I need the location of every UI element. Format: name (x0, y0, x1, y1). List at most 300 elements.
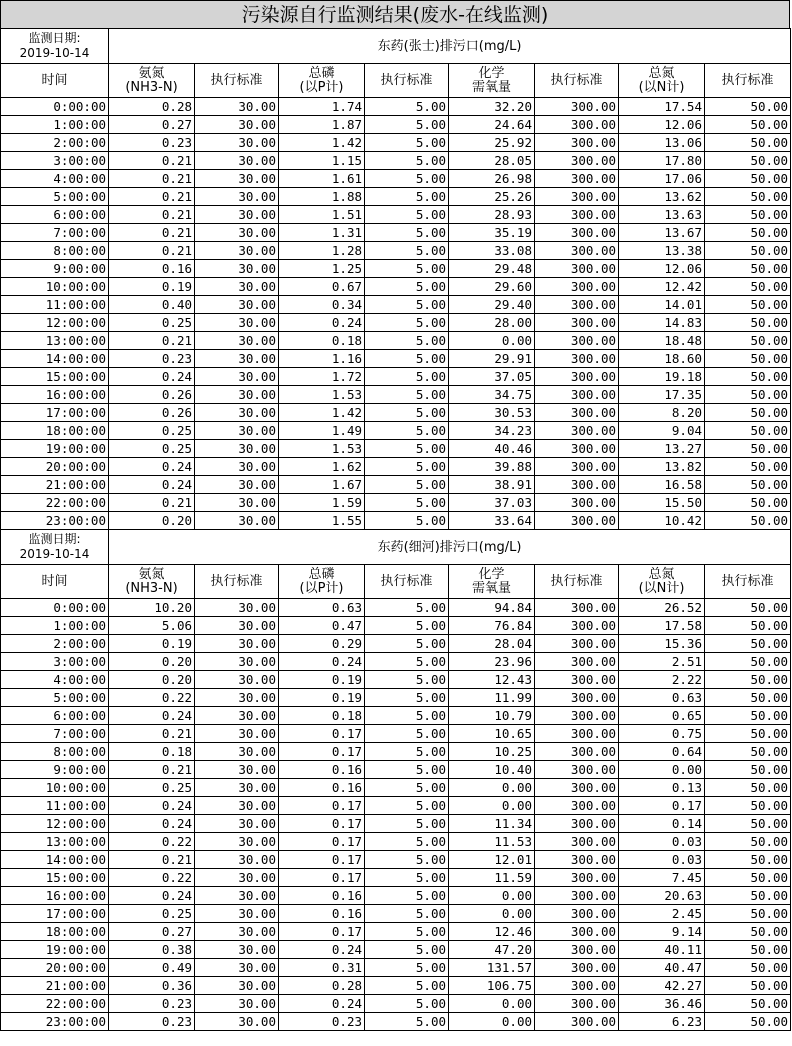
value-cell: 0.17 (619, 797, 705, 815)
table-row (1, 959, 791, 977)
value-cell: 0.17 (279, 815, 365, 833)
value-cell: 29.91 (449, 350, 535, 368)
time-cell: 21:00:00 (1, 977, 109, 995)
value-cell: 37.05 (449, 368, 535, 386)
value-cell: 300.00 (535, 170, 619, 188)
table-row (1, 725, 791, 743)
value-cell: 28.00 (449, 314, 535, 332)
col-std-header (365, 64, 449, 98)
time-cell: 1:00:00 (1, 617, 109, 635)
value-cell: 0.03 (619, 851, 705, 869)
value-cell: 0.21 (109, 761, 195, 779)
table-row (1, 905, 791, 923)
table-row (1, 440, 791, 458)
value-cell: 30.00 (195, 368, 279, 386)
value-cell: 5.00 (365, 653, 449, 671)
value-cell: 5.00 (365, 314, 449, 332)
value-cell: 18.48 (619, 332, 705, 350)
value-cell: 1.42 (279, 404, 365, 422)
value-cell: 300.00 (535, 671, 619, 689)
value-cell: 0.28 (109, 98, 195, 116)
value-cell: 5.00 (365, 797, 449, 815)
value-cell: 1.28 (279, 242, 365, 260)
value-cell: 30.00 (195, 761, 279, 779)
value-cell: 19.18 (619, 368, 705, 386)
col-std-header (705, 64, 791, 98)
value-cell: 30.00 (195, 404, 279, 422)
value-cell: 5.00 (365, 995, 449, 1013)
value-cell: 28.04 (449, 635, 535, 653)
col-tn-header (619, 565, 705, 599)
value-cell: 0.17 (279, 923, 365, 941)
value-cell: 50.00 (705, 743, 791, 761)
value-cell: 300.00 (535, 761, 619, 779)
value-cell: 5.00 (365, 761, 449, 779)
value-cell: 0.22 (109, 869, 195, 887)
time-cell: 19:00:00 (1, 440, 109, 458)
value-cell: 0.17 (279, 725, 365, 743)
time-cell: 13:00:00 (1, 332, 109, 350)
value-cell: 0.00 (449, 332, 535, 350)
value-cell: 50.00 (705, 260, 791, 278)
value-cell: 0.24 (109, 458, 195, 476)
value-cell: 1.59 (279, 494, 365, 512)
col-std-header-text: 执行标准 (550, 573, 603, 589)
value-cell: 0.00 (619, 761, 705, 779)
value-cell: 5.00 (365, 851, 449, 869)
value-cell: 36.46 (619, 995, 705, 1013)
value-cell: 30.00 (195, 170, 279, 188)
value-cell: 0.21 (109, 332, 195, 350)
value-cell: 13.38 (619, 242, 705, 260)
value-cell: 300.00 (535, 296, 619, 314)
value-cell: 1.67 (279, 476, 365, 494)
value-cell: 39.88 (449, 458, 535, 476)
value-cell: 50.00 (705, 923, 791, 941)
table-row (1, 815, 791, 833)
value-cell: 30.00 (195, 296, 279, 314)
value-cell: 106.75 (449, 977, 535, 995)
value-cell: 1.74 (279, 98, 365, 116)
value-cell: 5.00 (365, 152, 449, 170)
value-cell: 0.17 (279, 797, 365, 815)
value-cell: 42.27 (619, 977, 705, 995)
value-cell: 50.00 (705, 224, 791, 242)
value-cell: 10.65 (449, 725, 535, 743)
value-cell: 0.00 (449, 887, 535, 905)
table-row (1, 743, 791, 761)
value-cell: 300.00 (535, 833, 619, 851)
value-cell: 50.00 (705, 98, 791, 116)
table-row (1, 923, 791, 941)
section-header-row (1, 530, 791, 565)
table-row (1, 707, 791, 725)
time-cell: 10:00:00 (1, 278, 109, 296)
value-cell: 1.61 (279, 170, 365, 188)
value-cell: 16.58 (619, 476, 705, 494)
table-row (1, 458, 791, 476)
value-cell: 0.24 (109, 797, 195, 815)
value-cell: 5.00 (365, 134, 449, 152)
value-cell: 50.00 (705, 332, 791, 350)
value-cell: 1.88 (279, 188, 365, 206)
value-cell: 50.00 (705, 512, 791, 530)
value-cell: 50.00 (705, 797, 791, 815)
value-cell: 5.00 (365, 98, 449, 116)
value-cell: 0.36 (109, 977, 195, 995)
table-row (1, 242, 791, 260)
value-cell: 0.19 (109, 635, 195, 653)
value-cell: 5.00 (365, 869, 449, 887)
table-row (1, 995, 791, 1013)
value-cell: 2.51 (619, 653, 705, 671)
col-std-header-text: 执行标准 (721, 72, 774, 88)
table-row (1, 851, 791, 869)
value-cell: 30.00 (195, 905, 279, 923)
value-cell: 8.20 (619, 404, 705, 422)
col-cod-header-text: 需氧量 (471, 79, 511, 95)
value-cell: 13.82 (619, 458, 705, 476)
value-cell: 50.00 (705, 296, 791, 314)
value-cell: 30.00 (195, 887, 279, 905)
time-cell: 22:00:00 (1, 494, 109, 512)
col-std-header-text: 执行标准 (210, 72, 263, 88)
value-cell: 300.00 (535, 386, 619, 404)
section-header-row (1, 29, 791, 64)
value-cell: 11.59 (449, 869, 535, 887)
value-cell: 0.13 (619, 779, 705, 797)
value-cell: 300.00 (535, 368, 619, 386)
time-cell: 6:00:00 (1, 206, 109, 224)
table-row (1, 134, 791, 152)
table-row (1, 977, 791, 995)
col-tp-header (279, 565, 365, 599)
value-cell: 50.00 (705, 851, 791, 869)
value-cell: 0.38 (109, 941, 195, 959)
value-cell: 0.00 (449, 797, 535, 815)
value-cell: 30.00 (195, 206, 279, 224)
column-header-row (1, 64, 791, 98)
table-row (1, 368, 791, 386)
value-cell: 30.00 (195, 278, 279, 296)
value-cell: 10.42 (619, 512, 705, 530)
value-cell: 0.16 (279, 887, 365, 905)
value-cell: 300.00 (535, 653, 619, 671)
time-cell: 17:00:00 (1, 905, 109, 923)
value-cell: 13.67 (619, 224, 705, 242)
value-cell: 5.00 (365, 260, 449, 278)
value-cell: 0.20 (109, 653, 195, 671)
table-row (1, 887, 791, 905)
report-title: 污染源自行监测结果(废水-在线监测) (0, 0, 790, 28)
value-cell: 1.53 (279, 440, 365, 458)
value-cell: 0.25 (109, 905, 195, 923)
col-tp-header (279, 64, 365, 98)
value-cell: 0.22 (109, 833, 195, 851)
value-cell: 10.40 (449, 761, 535, 779)
value-cell: 30.00 (195, 188, 279, 206)
value-cell: 5.00 (365, 476, 449, 494)
value-cell: 0.25 (109, 440, 195, 458)
value-cell: 33.64 (449, 512, 535, 530)
value-cell: 30.00 (195, 725, 279, 743)
col-tn-header-text: (以N计) (638, 580, 685, 596)
value-cell: 15.50 (619, 494, 705, 512)
value-cell: 0.40 (109, 296, 195, 314)
value-cell: 30.00 (195, 152, 279, 170)
report-table-body (1, 29, 791, 1031)
value-cell: 0.26 (109, 386, 195, 404)
value-cell: 5.00 (365, 494, 449, 512)
value-cell: 50.00 (705, 779, 791, 797)
value-cell: 40.47 (619, 959, 705, 977)
value-cell: 5.00 (365, 1013, 449, 1031)
value-cell: 0.18 (279, 707, 365, 725)
table-row (1, 476, 791, 494)
value-cell: 50.00 (705, 494, 791, 512)
value-cell: 1.31 (279, 224, 365, 242)
value-cell: 50.00 (705, 869, 791, 887)
value-cell: 12.06 (619, 260, 705, 278)
value-cell: 0.24 (109, 368, 195, 386)
col-time-header-text: 时间 (41, 573, 68, 589)
time-cell: 16:00:00 (1, 887, 109, 905)
value-cell: 300.00 (535, 98, 619, 116)
report-table (0, 28, 791, 1031)
value-cell: 5.06 (109, 617, 195, 635)
value-cell: 30.00 (195, 923, 279, 941)
value-cell: 300.00 (535, 206, 619, 224)
value-cell: 28.93 (449, 206, 535, 224)
col-std-header (535, 64, 619, 98)
value-cell: 50.00 (705, 206, 791, 224)
col-tn-header-text: 总氮 (648, 65, 675, 81)
value-cell: 300.00 (535, 779, 619, 797)
value-cell: 300.00 (535, 815, 619, 833)
value-cell: 10.20 (109, 599, 195, 617)
value-cell: 50.00 (705, 707, 791, 725)
value-cell: 5.00 (365, 512, 449, 530)
table-row (1, 224, 791, 242)
time-cell: 17:00:00 (1, 404, 109, 422)
table-row (1, 206, 791, 224)
value-cell: 20.63 (619, 887, 705, 905)
value-cell: 0.21 (109, 152, 195, 170)
value-cell: 300.00 (535, 278, 619, 296)
value-cell: 5.00 (365, 368, 449, 386)
value-cell: 0.19 (279, 671, 365, 689)
value-cell: 0.28 (279, 977, 365, 995)
value-cell: 0.47 (279, 617, 365, 635)
time-cell: 23:00:00 (1, 512, 109, 530)
time-cell: 18:00:00 (1, 422, 109, 440)
time-cell: 4:00:00 (1, 671, 109, 689)
monitor-date-label: 监测日期: (28, 31, 81, 45)
value-cell: 0.18 (109, 743, 195, 761)
value-cell: 0.67 (279, 278, 365, 296)
value-cell: 5.00 (365, 278, 449, 296)
value-cell: 5.00 (365, 689, 449, 707)
value-cell: 5.00 (365, 923, 449, 941)
time-cell: 13:00:00 (1, 833, 109, 851)
value-cell: 0.23 (279, 1013, 365, 1031)
value-cell: 29.60 (449, 278, 535, 296)
value-cell: 5.00 (365, 671, 449, 689)
value-cell: 50.00 (705, 152, 791, 170)
col-time-header (1, 565, 109, 599)
value-cell: 5.00 (365, 206, 449, 224)
value-cell: 30.00 (195, 458, 279, 476)
value-cell: 34.23 (449, 422, 535, 440)
time-cell: 15:00:00 (1, 368, 109, 386)
value-cell: 30.00 (195, 653, 279, 671)
value-cell: 300.00 (535, 707, 619, 725)
col-tp-header-text: 总磷 (308, 65, 335, 81)
time-cell: 20:00:00 (1, 959, 109, 977)
table-row (1, 422, 791, 440)
value-cell: 30.00 (195, 779, 279, 797)
value-cell: 26.52 (619, 599, 705, 617)
value-cell: 9.14 (619, 923, 705, 941)
value-cell: 94.84 (449, 599, 535, 617)
value-cell: 30.00 (195, 494, 279, 512)
col-nh3-header-text: (NH3-N) (125, 79, 178, 95)
value-cell: 0.24 (109, 815, 195, 833)
value-cell: 300.00 (535, 422, 619, 440)
value-cell: 0.17 (279, 833, 365, 851)
value-cell: 0.63 (279, 599, 365, 617)
value-cell: 30.00 (195, 977, 279, 995)
value-cell: 300.00 (535, 314, 619, 332)
time-cell: 2:00:00 (1, 134, 109, 152)
time-cell: 14:00:00 (1, 851, 109, 869)
col-time-header (1, 64, 109, 98)
value-cell: 0.21 (109, 170, 195, 188)
value-cell: 300.00 (535, 332, 619, 350)
value-cell: 11.99 (449, 689, 535, 707)
value-cell: 30.00 (195, 116, 279, 134)
table-row (1, 779, 791, 797)
value-cell: 1.25 (279, 260, 365, 278)
value-cell: 30.00 (195, 833, 279, 851)
value-cell: 0.16 (279, 761, 365, 779)
col-tn-header-text: (以N计) (638, 79, 685, 95)
value-cell: 14.01 (619, 296, 705, 314)
value-cell: 300.00 (535, 350, 619, 368)
time-cell: 3:00:00 (1, 152, 109, 170)
col-nh3-header-text: 氨氮 (138, 566, 165, 582)
value-cell: 1.87 (279, 116, 365, 134)
value-cell: 0.23 (109, 995, 195, 1013)
value-cell: 0.21 (109, 851, 195, 869)
value-cell: 50.00 (705, 671, 791, 689)
col-std-header-text: 执行标准 (380, 72, 433, 88)
value-cell: 30.00 (195, 440, 279, 458)
col-std-header (365, 565, 449, 599)
value-cell: 300.00 (535, 1013, 619, 1031)
time-cell: 22:00:00 (1, 995, 109, 1013)
value-cell: 5.00 (365, 905, 449, 923)
value-cell: 5.00 (365, 188, 449, 206)
value-cell: 0.19 (109, 278, 195, 296)
time-cell: 5:00:00 (1, 689, 109, 707)
col-cod-header-text: 化学 (478, 65, 505, 81)
value-cell: 0.21 (109, 206, 195, 224)
value-cell: 5.00 (365, 599, 449, 617)
time-cell: 7:00:00 (1, 224, 109, 242)
col-nh3-header (109, 565, 195, 599)
value-cell: 33.08 (449, 242, 535, 260)
value-cell: 32.20 (449, 98, 535, 116)
value-cell: 0.21 (109, 494, 195, 512)
table-row (1, 350, 791, 368)
value-cell: 5.00 (365, 887, 449, 905)
value-cell: 0.25 (109, 422, 195, 440)
value-cell: 300.00 (535, 224, 619, 242)
value-cell: 17.58 (619, 617, 705, 635)
value-cell: 34.75 (449, 386, 535, 404)
value-cell: 0.16 (279, 905, 365, 923)
col-cod-header (449, 565, 535, 599)
value-cell: 50.00 (705, 617, 791, 635)
value-cell: 30.00 (195, 995, 279, 1013)
value-cell: 0.22 (109, 689, 195, 707)
value-cell: 300.00 (535, 635, 619, 653)
value-cell: 35.19 (449, 224, 535, 242)
value-cell: 0.34 (279, 296, 365, 314)
value-cell: 0.24 (109, 707, 195, 725)
value-cell: 5.00 (365, 635, 449, 653)
value-cell: 50.00 (705, 905, 791, 923)
value-cell: 0.00 (449, 995, 535, 1013)
time-cell: 9:00:00 (1, 260, 109, 278)
value-cell: 0.23 (109, 350, 195, 368)
table-row (1, 941, 791, 959)
col-nh3-header (109, 64, 195, 98)
value-cell: 30.00 (195, 386, 279, 404)
value-cell: 50.00 (705, 815, 791, 833)
value-cell: 2.22 (619, 671, 705, 689)
value-cell: 5.00 (365, 332, 449, 350)
value-cell: 11.34 (449, 815, 535, 833)
table-row (1, 116, 791, 134)
table-row (1, 689, 791, 707)
value-cell: 38.91 (449, 476, 535, 494)
value-cell: 300.00 (535, 905, 619, 923)
value-cell: 40.11 (619, 941, 705, 959)
value-cell: 50.00 (705, 440, 791, 458)
value-cell: 0.75 (619, 725, 705, 743)
value-cell: 5.00 (365, 959, 449, 977)
value-cell: 50.00 (705, 278, 791, 296)
value-cell: 0.19 (279, 689, 365, 707)
value-cell: 7.45 (619, 869, 705, 887)
value-cell: 76.84 (449, 617, 535, 635)
time-cell: 9:00:00 (1, 761, 109, 779)
table-row (1, 404, 791, 422)
time-cell: 20:00:00 (1, 458, 109, 476)
col-cod-header (449, 64, 535, 98)
value-cell: 50.00 (705, 368, 791, 386)
value-cell: 131.57 (449, 959, 535, 977)
value-cell: 12.42 (619, 278, 705, 296)
value-cell: 47.20 (449, 941, 535, 959)
value-cell: 0.24 (279, 941, 365, 959)
time-cell: 15:00:00 (1, 869, 109, 887)
value-cell: 30.00 (195, 959, 279, 977)
time-cell: 7:00:00 (1, 725, 109, 743)
value-cell: 30.00 (195, 512, 279, 530)
